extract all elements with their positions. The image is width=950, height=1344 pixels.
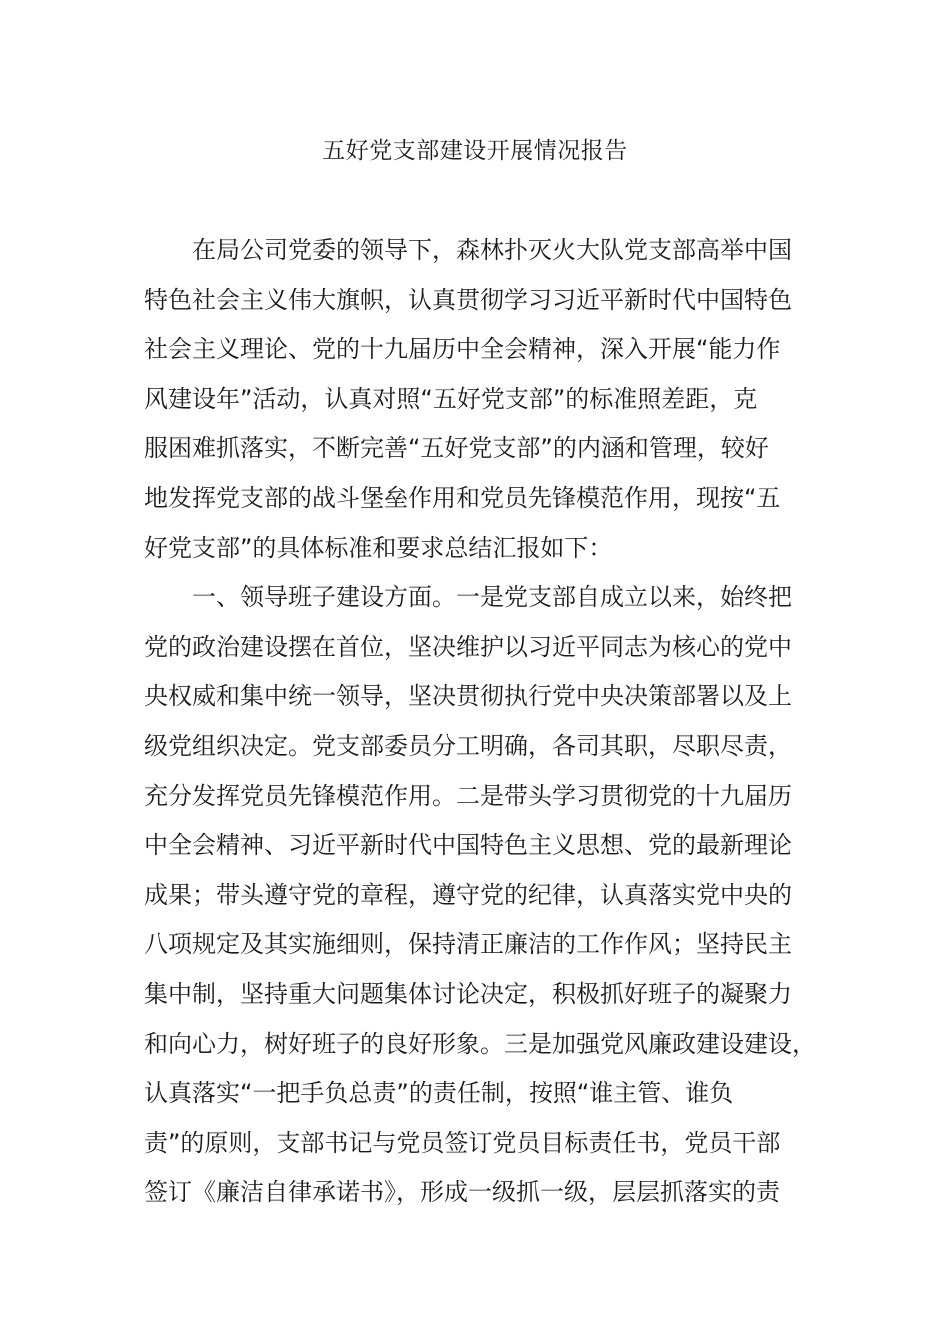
body-line-1: 在局公司党委的领导下，森林扑灭火大队党支部高举中国 [144,236,792,264]
body-line-7: 好党支部”的具体标准和要求总结汇报如下： [144,533,613,562]
body-line-16: 集中制，坚持重大问题集体讨论决定，积极抓好班子的凝聚力 [144,979,792,1008]
body-line-4: 风建设年”活动，认真对照“五好党支部”的标准照差距，克 [144,384,758,413]
body-line-3: 社会主义理论、党的十九届历中全会精神，深入开展“能力作 [144,335,781,364]
body-line-12: 充分发挥党员先锋模范作用。二是带头学习贯彻党的十九届历 [144,781,792,810]
body-line-10: 央权威和集中统一领导，坚决贯彻执行党中央决策部署以及上 [144,682,792,711]
document-title: 五好党支部建设开展情况报告 [322,138,628,164]
body-line-20: 签订《廉洁自律承诺书》，形成一级抓一级，层层抓落实的责 [144,1178,780,1207]
document-body [144,232,814,1224]
body-line-18: 认真落实“一把手负总责”的责任制，按照“谁主管、谁负 [144,1079,734,1108]
body-line-13: 中全会精神、习近平新时代中国特色主义思想、党的最新理论 [144,831,792,860]
body-line-9: 党的政治建设摆在首位，坚决维护以习近平同志为核心的党中 [144,632,792,661]
body-line-15: 八项规定及其实施细则，保持清正廉洁的工作作风；坚持民主 [144,930,792,959]
body-line-2: 特色社会主义伟大旗帜，认真贯彻学习习近平新时代中国特色 [144,285,792,314]
body-line-14: 成果；带头遵守党的章程，遵守党的纪律，认真落实党中央的 [144,880,792,909]
body-line-8: 一、领导班子建设方面。一是党支部自成立以来，始终把 [144,583,792,612]
body-line-17: 和向心力，树好班子的良好形象。三是加强党风廉政建设建设， [144,1029,816,1058]
body-line-5: 服困难抓落实，不断完善“五好党支部”的内涵和管理，较好 [144,434,769,463]
body-line-6: 地发挥党支部的战斗堡垒作用和党员先锋模范作用，现按“五 [144,483,781,512]
body-line-11: 级党组织决定。党支部委员分工明确，各司其职，尽职尽责， [144,731,792,760]
body-line-19: 责”的原则，支部书记与党员签订党员目标责任书，党员干部 [144,1128,781,1157]
